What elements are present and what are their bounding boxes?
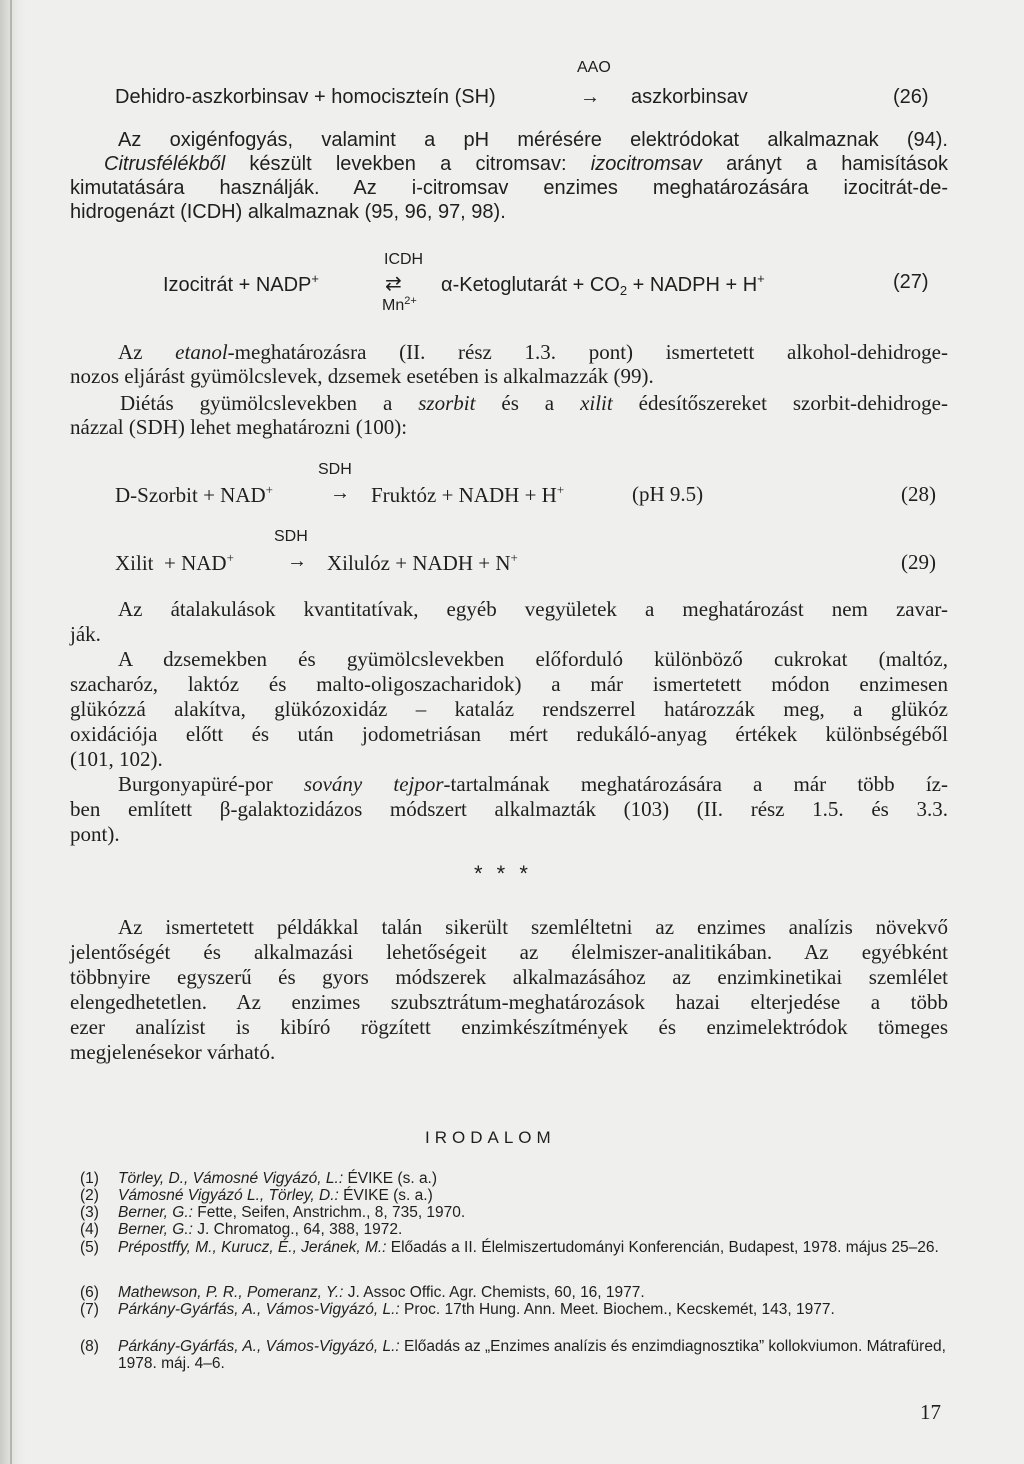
eq28-condition: (pH 9.5)	[632, 482, 704, 506]
eq27-arrow: ⇄	[385, 273, 402, 295]
reference-source: Proc. 17th Hung. Ann. Meet. Biochem., Kecskemét, 143, 1977.	[399, 1301, 835, 1318]
para4-line4: oxidációja előtt és után jodometriásan mért redukáló-anyag értékek különbségéből	[70, 722, 948, 746]
eq26-number: (26)	[893, 86, 929, 108]
para1-line4: hidrogenázt (ICDH) alkalmaznak (95, 96, 97, 98).	[70, 201, 506, 223]
eq27-rhs: α-Ketoglutarát + $CO_2$ + NADPH + H+	[441, 271, 765, 298]
italic-etanol: etanol	[175, 340, 228, 364]
para3-line2: ják.	[70, 622, 101, 646]
page-binding-edge	[0, 0, 26, 1464]
reference-text	[118, 1188, 950, 1205]
italic-xilit: xilit	[580, 391, 613, 415]
reference-item	[80, 1188, 950, 1205]
binding-line	[10, 0, 12, 1464]
para1-line2: Citrusfélékből készült levekben a citromsav: izocitromsav arányt a hamisítások	[104, 153, 948, 175]
eq26-lhs: Dehidro-aszkorbinsav + homociszteín (SH)	[115, 86, 496, 108]
para1-line1: Az oxigénfogyás, valamint a pH mérésére elektródokat alkalmaznak (94).	[118, 129, 948, 151]
reference-authors: Törley, D., Vámosné Vigyázó, L.:	[118, 1170, 344, 1187]
reference-source: ÉVIKE (s. a.)	[343, 1170, 438, 1187]
reference-authors: Párkány-Gyárfás, A., Vámos-Vigyázó, L.:	[118, 1301, 400, 1318]
reference-source: Előadás a II. Élelmiszertudományi Konferencián, Budapest, 1978. május 25–26.	[386, 1239, 939, 1256]
reference-number: (8)	[80, 1338, 99, 1355]
eq26-catalyst: AAO	[577, 59, 611, 76]
para6-line4: elengedhetetlen. Az enzimes szubsztrátum-meghatározások hazai elterjedése a több	[70, 990, 948, 1014]
reference-source: J. Assoc Offic. Agr. Chemists, 60, 16, 1977.	[343, 1284, 645, 1301]
reference-number: (5)	[80, 1239, 99, 1256]
para4-line2: szacharóz, laktóz és malto-oligoszacharidok) a már ismertetett módon enzimesen	[70, 672, 948, 696]
reference-authors: Mathewson, P. R., Pomeranz, Y.:	[118, 1284, 344, 1301]
para2-line1: Az etanol-meghatározásra (II. rész 1.3. pont) ismertetett alkohol-dehidroge-	[118, 340, 948, 364]
reference-authors: Berner, G.:	[118, 1221, 193, 1238]
eq29-number: (29)	[901, 550, 936, 574]
reference-number: (3)	[80, 1204, 99, 1221]
reference-source: Fette, Seifen, Anstrichm., 8, 735, 1970.	[192, 1204, 466, 1221]
eq28-number: (28)	[901, 482, 936, 506]
reference-number: (1)	[80, 1170, 99, 1187]
reference-text	[118, 1339, 950, 1372]
italic-szorbit: szorbit	[418, 391, 476, 415]
eq27-enzyme: ICDH	[384, 251, 424, 268]
reference-source: J. Chromatog., 64, 388, 1972.	[192, 1221, 403, 1238]
reference-text	[118, 1285, 950, 1302]
eq28-lhs: D-Szorbit + NAD+	[115, 482, 274, 507]
para4-line5: (101, 102).	[70, 747, 163, 771]
para2-line2: nozos eljárást gyümölcslevek, dzsemek esetében is alkalmazzák (99).	[70, 364, 654, 388]
para3-line1: Az átalakulások kvantitatívak, egyéb vegyületek a meghatározást nem zavar-	[118, 597, 948, 621]
para4-line1: A dzsemekben és gyümölcslevekben előforduló különböző cukrokat (maltóz,	[118, 647, 948, 671]
para6-line6: megjelenésekor várható.	[70, 1040, 276, 1064]
reference-number: (7)	[80, 1301, 99, 1318]
para5-line1: Burgonyapüré-por sovány tejpor-tartalmának meghatározására a már több íz-	[118, 772, 948, 796]
para2-line3: Diétás gyümölcslevekben a szorbit és a xilit édesítőszereket szorbit-dehidroge-	[120, 391, 948, 415]
reference-item	[80, 1171, 950, 1188]
references-heading: IRODALOM	[425, 1128, 556, 1147]
reference-item	[80, 1222, 950, 1239]
section-separator: * * *	[474, 861, 532, 886]
eq29-rhs: Xilulóz + NADH + N+	[327, 550, 518, 575]
reference-source: ÉVIKE (s. a.)	[338, 1187, 433, 1204]
reference-number: (2)	[80, 1187, 99, 1204]
italic-izocitromsav: izocitromsav	[590, 153, 702, 175]
reference-item	[80, 1302, 950, 1319]
eq27-lhs: Izocitrát + NADP+	[163, 271, 319, 296]
reference-text	[118, 1240, 950, 1257]
eq27-cofactor: $Mn^{2+}$	[382, 295, 417, 314]
para5-line3: pont).	[70, 822, 120, 846]
eq27-number: (27)	[893, 271, 929, 293]
para1-line3: kimutatására használják. Az i-citromsav enzimes meghatározására izocitrát-de-	[70, 177, 948, 199]
eq29-lhs: Xilit + NAD+	[115, 550, 234, 575]
para5-line2: ben említett β-galaktozidázos módszert alkalmazták (103) (II. rész 1.5. és 3.3.	[70, 797, 948, 821]
reference-text	[118, 1171, 950, 1188]
reference-authors: Párkány-Gyárfás, A., Vámos-Vigyázó, L.:	[118, 1338, 400, 1355]
eq28-rhs: Fruktóz + NADH + H+	[371, 482, 565, 507]
reference-item	[80, 1285, 950, 1302]
reference-source: Előadás az „Enzimes analízis és enzimdiagnosztika” kollokviumon. Mátrafüred, 1978. máj. 4–6.	[118, 1338, 946, 1372]
reference-authors: Prépostffy, M., Kurucz, É., Jeránek, M.:	[118, 1239, 387, 1256]
reference-text	[118, 1205, 950, 1222]
reference-authors: Berner, G.:	[118, 1204, 193, 1221]
eq28-arrow: →	[330, 482, 350, 504]
reference-item	[80, 1240, 950, 1257]
italic-sovany-tejpor: sovány tejpor	[303, 772, 444, 796]
reference-authors: Vámosné Vigyázó L., Törley, D.:	[118, 1187, 339, 1204]
para6-line1: Az ismertetett példákkal talán sikerült szemléltetni az enzimes analízis növekvő	[118, 915, 948, 939]
para6-line5: ezer analízist is kibíró rögzített enzimkészítmények és enzimelektródok tömeges	[70, 1015, 948, 1039]
eq26-rhs: aszkorbinsav	[631, 86, 748, 108]
eq28-enzyme: SDH	[318, 461, 352, 478]
reference-item	[80, 1205, 950, 1222]
eq26-arrow: →	[580, 86, 600, 108]
page-number: 17	[920, 1400, 941, 1424]
para4-line3: glükózzá alakítva, glükózoxidáz – kataláz rendszerrel határozzák meg, a glükóz	[70, 697, 948, 721]
reference-item	[80, 1339, 950, 1372]
para6-line3: többnyire egyszerű és gyors módszerek alkalmazásához az enzimkinetikai szemlélet	[70, 965, 948, 989]
reference-text	[118, 1222, 950, 1239]
reference-number: (6)	[80, 1284, 99, 1301]
para2-line4: názzal (SDH) lehet meghatározni (100):	[70, 415, 408, 439]
eq29-enzyme: SDH	[274, 528, 308, 545]
reference-number: (4)	[80, 1221, 99, 1238]
para6-line2: jelentőségét és alkalmazási lehetőségeit az élelmiszer-analitikában. Az egyébként	[70, 940, 948, 964]
eq29-arrow: →	[287, 550, 307, 572]
reference-text	[118, 1302, 950, 1319]
italic-citrus: Citrusfélékből	[104, 153, 226, 175]
